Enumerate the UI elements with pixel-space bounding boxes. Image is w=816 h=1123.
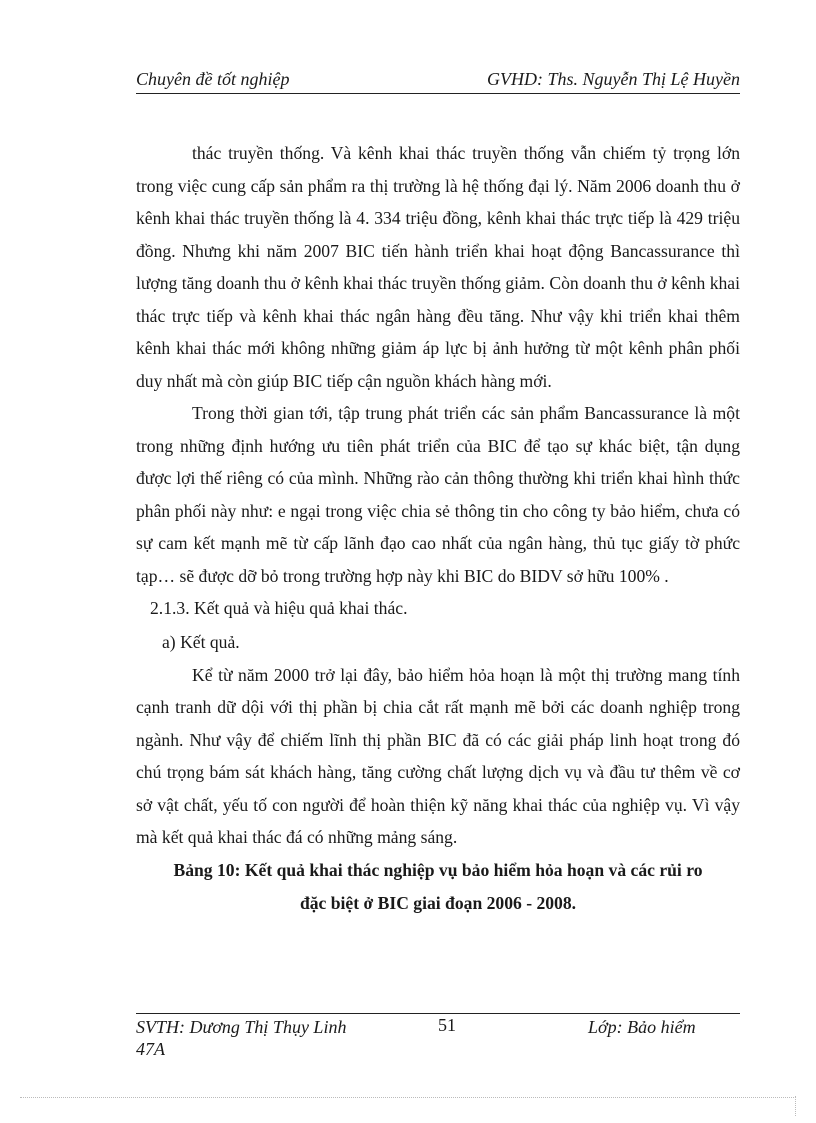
footer-class: Lớp: Bảo hiểm <box>588 1017 696 1037</box>
header-title: Chuyên đề tốt nghiệp <box>136 69 290 89</box>
paragraph-1: thác truyền thống. Và kênh khai thác truyền thống vẫn chiếm tỷ trọng lớn trong việc cung cấp sản phẩm ra thị trường là hệ thống đại lý. Năm 2006 doanh thu ở kênh khai thác truyền thống là 4. 334 triệu đồng, kênh khai thác trực tiếp là 429 triệu đồng. Nhưng khi năm 2007 BIC tiến hành triển khai hoạt động Bancassurance thì lượng tăng doanh thu ở kênh khai thác truyền thống giảm. Còn doanh thu ở kênh khai thác trực tiếp và kênh khai thác ngân hàng đều tăng. Như vậy khi triển khai thêm kênh khai thác mới không những giảm áp lực bị ảnh hưởng từ một kênh phân phối duy nhất mà còn giúp BIC tiếp cận nguồn khách hàng mới. <box>136 143 740 391</box>
section-heading: 2.1.3. Kết quả và hiệu quả khai thác. <box>150 598 408 618</box>
table-caption-line-1: Bảng 10: Kết quả khai thác nghiệp vụ bảo hiểm hỏa hoạn và các rủi ro <box>173 859 703 880</box>
paragraph-3: Kể từ năm 2000 trở lại đây, bảo hiểm hỏa hoạn là một thị trường mang tính cạnh tranh dữ dội với thị phần bị chia cắt rất mạnh mẽ bởi các doanh nghiệp trong ngành. Như vậy để chiếm lĩnh thị phần BIC đã có các giải pháp linh hoạt trong đó chú trọng bám sát khách hàng, tăng cường chất lượng dịch vụ và đầu tư thêm về cơ sở vật chất, yếu tố con người để hoàn thiện kỹ năng khai thác của nghiệp vụ. Vì vậy mà kết quả khai thác đá có những mảng sáng. <box>136 664 740 847</box>
page-body <box>136 137 740 920</box>
page-corner-marker <box>795 1096 796 1116</box>
table-caption-line-2: đặc biệt ở BIC giai đoạn 2006 - 2008. <box>299 892 577 913</box>
footer-author: SVTH: Dương Thị Thụy Linh 47A <box>136 1017 347 1059</box>
paragraph-2: Trong thời gian tới, tập trung phát triển các sản phẩm Bancassurance là một trong những định hướng ưu tiên phát triển của BIC để tạo sự khác biệt, tận dụng được lợi thế riêng có của mình. Những rào cản thông thường khi triển khai hình thức phân phối này như: e ngại trong việc chia sẻ thông tin cho công ty bảo hiểm, chưa có sự cam kết mạnh mẽ từ cấp lãnh đạo cao nhất của ngân hàng, thủ tục giấy tờ phức tạp… sẽ được dỡ bỏ trong trường hợp này khi BIC do BIDV sở hữu 100% . <box>136 403 740 586</box>
page-header <box>136 68 740 90</box>
subsection-heading: a) Kết quả. <box>162 631 240 652</box>
page-footer <box>136 1016 740 1066</box>
page-edge-marker <box>20 1097 796 1098</box>
header-divider <box>136 93 740 94</box>
page-number: 51 <box>438 1015 456 1035</box>
header-advisor: GVHD: Ths. Nguyễn Thị Lệ Huyền <box>487 69 740 89</box>
